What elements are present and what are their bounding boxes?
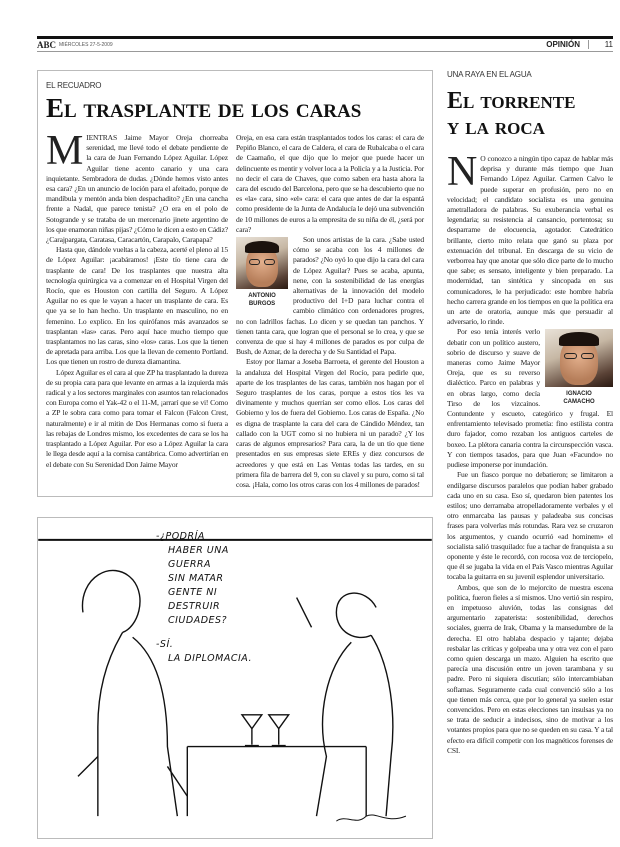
paragraph: Fue un fiasco porque no debatieron; se limitaron a endilgarse discursos paralelos que podían haber grabado cada uno en su casa. Eso sí, quedaron bien patentes los estilos; uno derramaba atropelladoramente verbales y el otro enmarcaba las pausas y paladeaba sus concisas frases para volverlas más rotundas. Rara vez se cruzaron los argumentos, y cuando ocurrió «ad hominem» el socialista salió trasquilado: fue a tachar de franquista a su oponente y éste le recordó, con rocosa voz de terciopelo, que él se jugaba la vida en el País Vasco mientras Aguilar tocaba la guitarra en su juvenil esplendor universitario. bbox=[447, 470, 613, 582]
paragraph-text: Por eso tenía interés verlo debatir con un político austero, sobrio de discurso y suave de maneras como Jaime Mayor Oreja, que es su reverso dialéctico. Parco en palabras y en obras largo, como decía Tirso de los vizcaínos. Contundente y escueto, categórico y frugal. El enfrentamiento televisado prometía: fino estilista contra duro fajador, como rezaban los antiguos carteles de boxeo. La plétora canaria contra la circunspección vasca. Y con tiempos tasados, para que Juan «Facundo» no pudiese imponerse por inundación. bbox=[447, 327, 613, 470]
author-photo-block bbox=[236, 237, 288, 308]
author-photo bbox=[236, 237, 288, 289]
drop-cap: N bbox=[447, 149, 478, 195]
cartoon-drawing bbox=[38, 518, 432, 838]
article-kicker: UNA RAYA EN EL AGUA bbox=[447, 70, 532, 79]
speech-line: CIUDADES? bbox=[168, 615, 228, 626]
paragraph: Oreja, en esa cara están trasplantados todos los caras: el cara de Pepiño Blanco, el cara de Caldera, el cara de Rubalcaba o el cara de Caamaño, el que dijo que lo mejor que puede hacer un delincuente es mentir y volver loca a la Policía y a la Justicia. Por no decir el cara de Chaves, que como saben era hasta ahora la cara del escudo del Barcelona, pero que se ha descubierto que no es «la» cara, sino «el» cara: el cara que antes de dar la espantá como presidente de la Junta de Andalucía le dejó una subvención de 10 millones de euros a la empresita de su niña de él, ¿será por cara? bbox=[236, 133, 424, 234]
editorial-cartoon bbox=[37, 517, 433, 839]
paragraph: Ambos, que son de lo mejorcito de nuestra escena política, fueron fieles a sí mismos. Uno vertió sin respiro, en impetuoso aluvión, todas las consignas del argumentario zapaterista: sostenibilidad, derechos sociales, guerra de Irak, Obama y la mansedumbre de la derecha. El otro hablaba despacio y tajante; dejaba resbalar las críticas y golpeaba una y otra vez con el paro como quien descarga un mazo. Alguien ha escrito que parecía una discusión entre un joven tarambana y su padre. Pero ni siquiera discutían; sólo intercambiaban soflamas. Seguramente cada cual convenció sólo a los que tienen más cerca, que por lo general ya suelen estar convencidos. Pero en estas elecciones tan insulsas ya no se trata de seducir a indecisos, sino de motivar a los votantes propios para que no se queden en su casa. Y a tal efecto era difícil competir con los magnéticos forenses de CSI. bbox=[447, 582, 613, 755]
drop-cap: M bbox=[46, 128, 84, 174]
article-title: El trasplante de los caras bbox=[46, 93, 362, 123]
paragraph bbox=[447, 149, 613, 327]
masthead: ABC bbox=[37, 40, 57, 50]
paragraph: Hasta que, dándole vueltas a la cabeza, acerté el pleno al 15 de López Aguilar: ¡acabáramos! ¡Este tío tiene cara de trasplante de cara! De los trasplantes que nuestra alta tecnología quirúrgica va a comenzar en el Hospital Virgen del Rocío, que es Houston con cartilla del Seguro. A López Aguilar no es que le vayan a hacer un trasplante de cara. Es que ya se lo han hecho. Un trasplante en masculino, no en femenino. Lo explico. En los quirófanos más avanzados se trasplantan «las» caras. Pero aquí hace mucho tiempo que trasplantamos no las caras, sino «los» caras. Los que la tienen de apretada para arriba. Los que la llevan de cemento Portland. Los que tienen un rostro de dureza diamantina. bbox=[46, 245, 228, 367]
author-first-name: ANTONIO bbox=[248, 293, 276, 300]
title-line: El torrente bbox=[447, 88, 576, 114]
article-column-1 bbox=[46, 128, 229, 470]
author-caption bbox=[545, 390, 613, 406]
speech-line: LA DIPLOMACIA. bbox=[168, 653, 252, 664]
section-label: OPINIÓN bbox=[538, 40, 589, 49]
article-body bbox=[447, 149, 613, 756]
title-line: y la roca bbox=[447, 114, 545, 140]
author-photo-block bbox=[545, 329, 613, 406]
author-caption bbox=[236, 292, 288, 308]
author-first-name: IGNACIO bbox=[566, 391, 592, 398]
author-photo bbox=[545, 329, 613, 387]
left-article bbox=[37, 70, 433, 497]
paragraph: Estoy por llamar a Joseba Barroeta, el gerente del Houston a la andaluza del Hospital Virgen del Rocío, para pedirle que, aparte de los trasplantes de las caras, también nos hagan por el Seguro trasplantes de los caras, porque a estos tíos les va divinamente y muchos querrían ser como ellos. Los caras del Gobierno y los de fuera del Gobierno. Los caras de España. ¿No es digna de trasplante la cara del cara de Cándido Méndez, tan callado con la UGT como si no hubiera ni un parado? ¿Y los caras de algunos empresarios? Para cara, la de un tío que tiene presentados en sus empresas siete EREs y diez concursos de acreedores y que está en Las Ventas todas las tardes, en su primera fila de barrera del 9, con su clavel y su puro, como si tal cosa. ¡Hala, como los otros caras con los 4 millones de parados! bbox=[236, 357, 424, 489]
speech-line: GUERRA bbox=[168, 559, 212, 570]
issue-date: MIÉRCOLES 27-5-2009 bbox=[59, 42, 113, 48]
paragraph bbox=[447, 327, 613, 470]
speech-line: -SÍ. bbox=[156, 639, 174, 650]
author-last-name: BURGOS bbox=[248, 301, 276, 308]
paragraph: López Aguilar es el cara al que ZP ha trasplantado la dureza de su propia cara para que levante en armas a la izquierda más radical y a los sectores marginales con asuntos tan relacionados con Europa como el Yak-42 o el 11-M, ¡arrarí que se vi! Como a ZP le sobra cara como para tomar el Falcon (Falcon Crest, naturalmente) e ir al mitin de Dos Hermanas como si fuera a las rebajas de Londres mismo, los excedentes de cara se los ha trasplantado a López Aguilar. Por eso a López Aguilar la cara le llega desde aquí a la cornisa cantábrica. Como advertirían en el debate con Su Serenidad Don Jaime Mayor bbox=[46, 367, 229, 469]
article-title bbox=[447, 88, 575, 140]
article-kicker: EL RECUADRO bbox=[46, 81, 102, 90]
speech-line: -¿PODRÍA bbox=[156, 531, 205, 542]
cartoon-answer bbox=[156, 638, 252, 666]
speech-line: SIN MATAR bbox=[168, 573, 224, 584]
paragraph-text: Son unos artistas de la cara. ¿Sabe usted cómo se acaba con los 4 millones de parados? ¿No oyó lo que dijo la cara del cara de López Aguilar? Pues se acaba, apunta, nene, con la sostenibilidad de las energías alternativas de la innovación del modelo productivo del I+D para luchar contra el cambio climático con ordenadores progres, no con ladrillos fachas. Lo dicen y se quedan tan panchos. Y tienen tanta cara, que logran que el personal se lo crea, y que se convenza de que si hay 4 millones de parados es por culpa de Bush, de Aznar, de la derecha y de Su Santidad el Papa. bbox=[236, 235, 424, 357]
article-column-2 bbox=[236, 133, 424, 490]
page-number: 11 bbox=[604, 40, 613, 49]
speech-line: HABER UNA bbox=[168, 545, 229, 556]
cartoon-question bbox=[156, 530, 229, 628]
top-rule bbox=[37, 36, 613, 39]
paragraph-text: IENTRAS Jaime Mayor Oreja chorreaba serenidad, me llevé todo el debate pendiente de la cara de Juan Fernando López Aguilar. López Aguilar tiene acento canario y una cara inquietante. Sembradora de dudas. ¿Dónde hemos visto antes esa cara? ¿En un anuncio de loción para el afeitado, porque de mandíbula y mentón anda bien despachadito? ¿En una cancha frente a Nadal, que parece tenista? ¿O era en el polo de Sotogrande y se trataba de un mercenario jinete argentino de los que enamoran niñas pijas? ¿Cómo le dicen a esto en Cádiz? ¿Carajpargata, Caratasa, Caracartón, Carapalo, Carapapa? bbox=[46, 133, 228, 245]
author-last-name: CAMACHO bbox=[563, 399, 595, 406]
page-header bbox=[37, 40, 613, 52]
paragraph bbox=[46, 128, 228, 245]
paragraph bbox=[236, 235, 424, 357]
speech-line: GENTE NI bbox=[168, 587, 218, 598]
speech-line: DESTRUIR bbox=[168, 601, 221, 612]
paragraph-text: O conozco a ningún tipo capaz de hablar más deprisa y durante más tiempo que Juan Fernando López Aguilar. Carmen Calvo le puede superar en profusión, pero no en velocidad; el candidato socialista es una genuina ametralladora de palabras. Su exuberancia verbal es legendaria; su resistencia al cansancio, portentosa; su desparrame de elocuencia, agotador. Catedrático brillante, cierto mito relata que ganó su plaza por extenuación del tribunal. En descarga de su vicio de verborrea hay que anotar que sólo dice parte de lo mucho que sabe; es sensato, inteligente y bien preparado. La modernidad, tan sintética y sincopada en sus comunicadores, le ha perjudicado: este hombre habría hecho carrera grande en los tiempos en que la política era un arte de oratoria, aunque más que persuadir al adversario, lo rinde. bbox=[447, 154, 613, 327]
